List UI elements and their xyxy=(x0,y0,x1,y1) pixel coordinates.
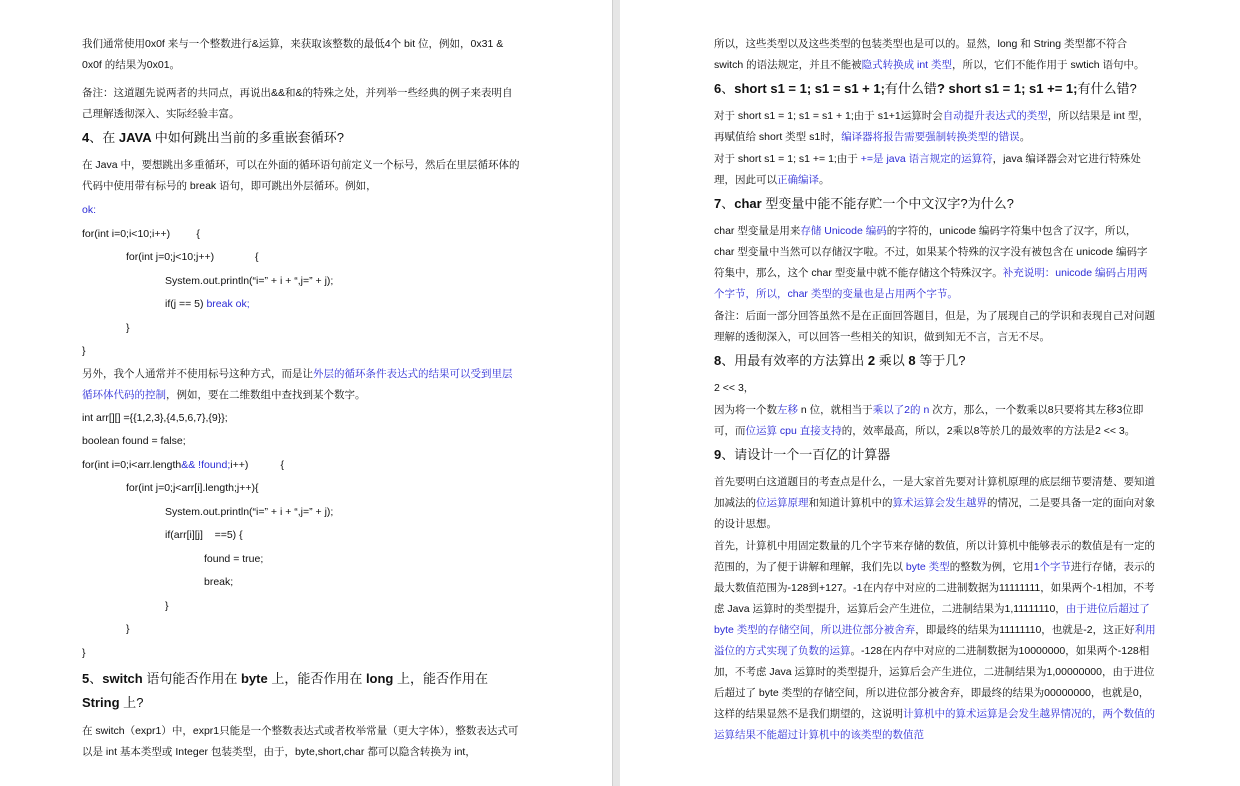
paragraph: 我们通常使用0x0f 来与一个整数进行&运算，来获取该整数的最低4个 bit 位，例如，0x31 & 0x0f 的结果为0x01。 xyxy=(82,38,504,71)
highlight-text: 算术运算会发生越界 xyxy=(892,497,987,509)
paragraph-note: 备注：后面一部分回答虽然不是在正面回答题目，但是，为了展现自己的学识和表现自己对问题理解的透彻深入，可以回答一些相关的知识，做到知无不言，言无不尽。 xyxy=(714,310,1155,343)
code-line: if(arr[i][j] ==5) { xyxy=(165,529,243,541)
heading-keyword: 4 xyxy=(82,130,90,145)
page-divider xyxy=(612,0,613,786)
text: 因为将一个数 xyxy=(714,404,777,416)
heading-keyword: 6 xyxy=(714,81,722,96)
code-line xyxy=(82,454,522,478)
code-line: break; xyxy=(204,576,234,588)
page-gutter xyxy=(612,0,620,786)
right-page xyxy=(620,0,1240,786)
paragraph: 在 Java 中，要想跳出多重循环，可以在外面的循环语句前定义一个标号，然后在里层循环体的代码中使用带有标号的 break 语句，即可跳出外层循环。例如， xyxy=(82,159,520,192)
text: 。 xyxy=(1019,131,1031,143)
code-line: boolean found = false; xyxy=(82,435,186,447)
text: 对于 short s1 = 1; s1 += 1;由于 xyxy=(714,153,861,165)
code-line: } xyxy=(82,345,86,357)
heading-keyword: switch xyxy=(102,671,147,686)
code-line: } xyxy=(82,646,86,659)
text: 的整数为例，它用 xyxy=(949,561,1034,573)
heading-keyword: 8 xyxy=(904,353,920,368)
heading-keyword: 5 xyxy=(82,671,90,686)
highlight-text: 1个字节 xyxy=(1033,561,1072,573)
text: 对于 short s1 = 1; s1 = s1 + 1;由于 s1+1运算时会 xyxy=(714,110,943,122)
heading-keyword: String xyxy=(82,695,124,710)
highlight-text: 补充说明：unicode 编码占用两个字节，所以，char 类型的变量也是占用两个字节。 xyxy=(714,267,1148,300)
code-text: for(int i=0;i<arr.length xyxy=(82,458,182,471)
code-line: int arr[][] ={{1,2,3},{4,5,6,7},{9}}; xyxy=(82,411,228,424)
text: char 型变量是用来 xyxy=(714,225,801,237)
highlight-text: 利用溢位的方式实现了负数的运算 xyxy=(714,624,1156,657)
heading-keyword: 2 xyxy=(864,353,879,368)
highlight-text: 乘以了2的 n xyxy=(872,404,930,416)
code-line: for(int j=0;j<10;j++) { xyxy=(126,251,259,263)
heading-keyword: 7 xyxy=(714,196,722,211)
text: ，例如，要在二维数组中查找到某个数字。 xyxy=(166,388,366,401)
heading-keyword: ? short s1 = 1; s1 += 1; xyxy=(936,81,1078,96)
code-line: System.out.println(“i=” + i + “,j=” + j); xyxy=(165,505,334,518)
highlight-text: 自动提升表达式的类型 xyxy=(942,110,1048,122)
text: 的字符的，unicode 编码字符集中包含了汉字，所以，char 型变量中当然可以存储汉字啦。不过，如果某个特殊的汉字没有被包含在 unicode 编码字符集中，那么，这个 char 型变量中就不能存储这个特殊汉字。 xyxy=(714,225,1148,279)
paragraph xyxy=(714,34,1156,76)
paragraph xyxy=(714,149,1156,191)
heading-keyword: byte xyxy=(237,671,272,686)
code-line xyxy=(82,293,522,317)
code-line: found = true; xyxy=(204,552,264,565)
heading-keyword: 9 xyxy=(714,447,722,462)
heading-keyword: char xyxy=(734,196,766,211)
paragraph xyxy=(714,106,1156,148)
text: ，java 编译器会对它进行特殊处理，因此可以 xyxy=(714,153,1141,186)
heading-keyword: 8 xyxy=(714,353,722,368)
paragraph xyxy=(714,536,1156,746)
heading-keyword: short s1 = 1; s1 = s1 + 1; xyxy=(734,81,885,96)
code-keyword: break ok; xyxy=(206,298,250,310)
text: 。-128在内存中对应的二进制数据为10000000，如果两个-128相加，不考虑 Java 运算时的类型提升，运算后会产生进位，二进制结果为1,00000000，由于进位后超过了 byte 类型的存储空间，所以进位部分被舍弃，即最终的结果为00000000，也就是0，这样的结果显然不是我们期望的，这说明 xyxy=(714,645,1155,720)
highlight-text: 外层的循环条件表达式的结果可以受到里层循环体代码的控制 xyxy=(82,367,513,401)
highlight-text: 计算机中的算术运算是会发生越界情况的，两个数值的运算结果不能超过计算机中的该类型的数值范 xyxy=(714,708,1155,741)
text: 和知道计算机中的 xyxy=(808,497,893,509)
highlight-text: 位运算原理 xyxy=(756,497,809,509)
code-text: i++) { xyxy=(230,458,284,471)
code-line: } xyxy=(126,623,130,635)
code-line: } xyxy=(126,321,130,334)
text: 所以，这些类型以及这些类型的包装类型也是可以的。显然，long 和 String 类型都不符合 switch 的语法规定，并且不能被 xyxy=(714,38,1128,71)
text: 的情况，二是要具备一定的面向对象的设计思想。 xyxy=(714,497,1155,530)
highlight-text: 左移 xyxy=(777,404,798,416)
code-text: if(j == 5) xyxy=(165,298,207,310)
highlight-text: 编译器将报告需要强制转换类型的错误 xyxy=(841,131,1020,143)
highlight-text: byte 类型 xyxy=(905,561,950,573)
text: ，所以结果是 int 型，再赋值给 short 类型 s1时， xyxy=(714,110,1149,143)
code-block-found-flag xyxy=(82,407,522,666)
text: 。 xyxy=(819,174,830,186)
paragraph-note: 备注：这道题先说两者的共同点，再说出&&和&的特殊之处，并列举一些经典的例子来表明自己理解透彻深入、实际经验丰富。 xyxy=(82,87,513,120)
code-line: for(int j=0;j<arr[i].length;j++){ xyxy=(126,482,259,494)
text: 次方，那么，一个数乘以8只要将其左移3位即可，而 xyxy=(714,404,1144,437)
text: 进行存储，表示的最大数值范围为-128到+127。-1在内存中对应的二进制数据为11111111，如果两个-1相加，不考虑 Java 运算时的类型提升，运算后会产生进位，二进制结果为1,11111110， xyxy=(714,561,1156,615)
highlight-text: 存储 Unicode 编码 xyxy=(800,225,887,237)
text: ，所以，它们不能作用于 swtich 语句中。 xyxy=(952,59,1145,71)
question-7-heading: 7、char 型变量中能不能存贮一个中文汉字?为什么? xyxy=(714,196,1014,211)
text: ，即最终的结果为11111110，也就是-2，这正好 xyxy=(915,624,1135,636)
text: 首先，计算机中用固定数量的几个字节来存储的数值，所以计算机中能够表示的数值是有一定的范围的，为了便于讲解和理解，我们先以 xyxy=(714,540,1155,573)
code-keyword: && !found; xyxy=(181,458,231,471)
highlight-text: +=是 java 语言规定的运算符 xyxy=(860,153,993,165)
text: 另外，我个人通常并不使用标号这种方式，而是让 xyxy=(82,367,313,380)
heading-keyword: JAVA xyxy=(115,130,155,145)
paragraph: 2 << 3， xyxy=(714,382,755,394)
text: 首先要明白这道题目的考查点是什么，一是大家首先要对计算机原理的底层细节要清楚、要知道加减法的 xyxy=(714,476,1155,509)
code-line: ok: xyxy=(82,204,97,216)
paragraph: 在 switch（expr1）中，expr1只能是一个整数表达式或者枚举常量（更大字体），整数表达式可以是 int 基本类型或 Integer 包装类型，由于，byte,short,char 都可以隐含转换为 int， xyxy=(82,725,519,758)
question-4-heading: 4、在 JAVA 中如何跳出当前的多重嵌套循环? xyxy=(82,130,344,145)
code-block-label-break xyxy=(82,199,522,364)
highlight-text: 由于进位后超过了 byte 类型的存储空间，所以进位部分被舍弃 xyxy=(714,603,1150,636)
code-line: } xyxy=(165,599,169,612)
paragraph xyxy=(714,472,1156,535)
left-page xyxy=(0,0,612,786)
highlight-text: 位运算 cpu 直接支持 xyxy=(745,425,842,437)
text: 的，效率最高，所以，2乘以8等於几的最效率的方法是2 << 3。 xyxy=(841,425,1136,437)
heading-keyword: long xyxy=(362,671,397,686)
highlight-text: 隐式转换成 int 类型 xyxy=(861,59,953,71)
code-line: System.out.println(“i=” + i + “,j=” + j); xyxy=(165,274,334,287)
question-6-heading: 6、short s1 = 1; s1 = s1 + 1;有什么错? short s1 = 1; s1 += 1;有什么错? xyxy=(714,81,1137,96)
paragraph xyxy=(714,400,1156,442)
text: n 位，就相当于 xyxy=(798,404,873,416)
code-line: for(int i=0;i<10;i++) { xyxy=(82,227,200,240)
question-9-heading: 9、请设计一个一百亿的计算器 xyxy=(714,447,891,462)
highlight-text: 正确编译 xyxy=(777,174,819,186)
question-8-heading: 8、用最有效率的方法算出 2 乘以 8 等于几? xyxy=(714,353,966,368)
paragraph xyxy=(82,364,522,406)
question-5-heading: 5、switch 语句能否作用在 byte 上，能否作用在 long 上，能否作用在 String 上? xyxy=(82,671,489,710)
paragraph xyxy=(714,221,1156,305)
